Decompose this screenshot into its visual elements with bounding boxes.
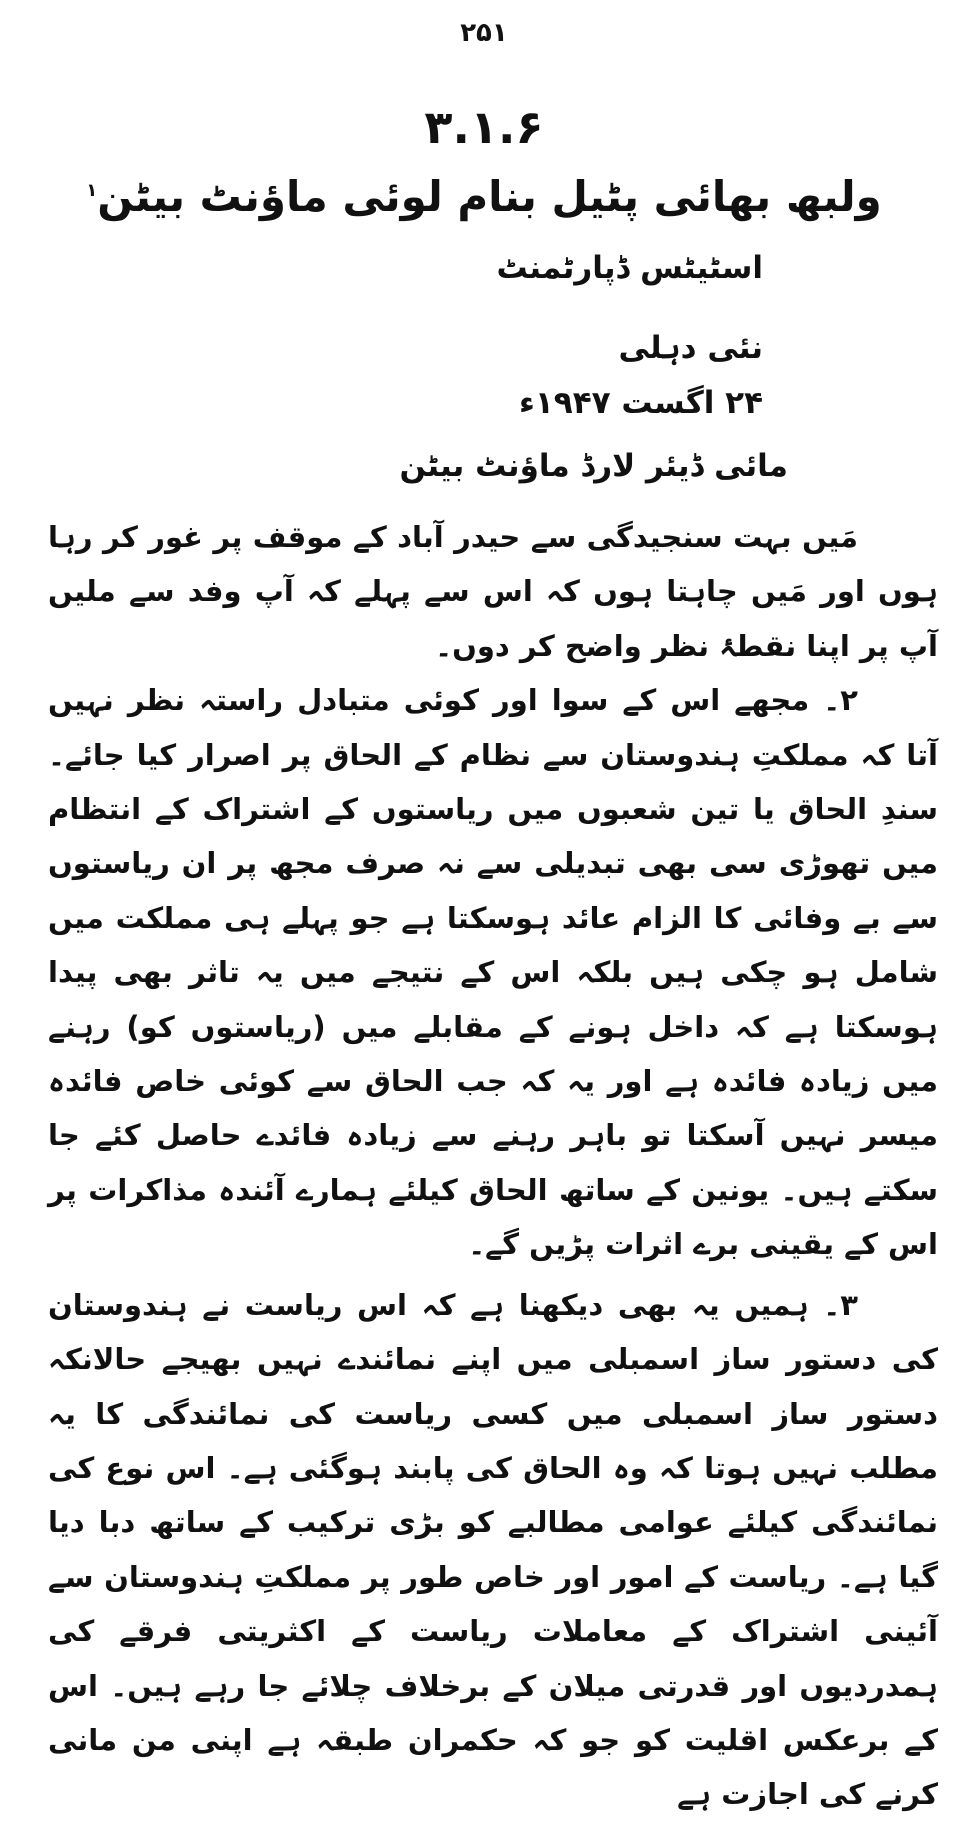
letter-department: اسٹیٹس ڈپارٹمنٹ — [496, 250, 763, 286]
letter-date: ۲۴ اگست ۱۹۴۷ء — [519, 385, 763, 421]
letter-city: نئی دہلی — [618, 330, 763, 366]
paragraph-1: مَیں بہت سنجیدگی سے حیدر آباد کے موقف پر غور کر رہا ہوں اور مَیں چاہتا ہوں کہ اس سے پہلے کہ آپ وفد سے ملیں آپ پر اپنا نقطۂ نظر واضح کر دوں۔ — [48, 520, 938, 663]
letter-body — [48, 510, 938, 1822]
document-title — [0, 172, 968, 221]
paragraph-3: ۳۔ ہمیں یہ بھی دیکھنا ہے کہ اس ریاست نے ہندوستان کی دستور ساز اسمبلی میں اپنے نمائندے نہیں بھیجے حالانکہ دستور ساز اسمبلی میں کسی ریاست کی نمائندگی کا یہ مطلب نہیں ہوتا کہ وہ الحاق کی پابند ہوگئی ہے۔ اس نوع کی نمائندگی کیلئے عوامی مطالبے کو بڑی ترکیب کے ساتھ دبا دیا گیا ہے۔ ریاست کے امور اور خاص طور پر مملکتِ ہندوستان سے آئینی اشتراک کے معاملات ریاست کے اکثریتی فرقے کی ہمدردیوں اور قدرتی میلان کے برخلاف چلائے جا رہے ہیں۔ اس کے برعکس اقلیت کو جو کہ حکمران طبقہ ہے اپنی من مانی کرنے کی اجازت ہے — [48, 1287, 938, 1812]
letter-salutation: مائی ڈیئر لارڈ ماؤنٹ بیٹن — [399, 448, 788, 484]
document-title-text: ولبھ بھائی پٹیل بنام لوئی ماؤنٹ بیٹن — [97, 172, 882, 221]
footnote-marker: ۱ — [86, 180, 98, 201]
page-number: ۲۵۱ — [460, 18, 508, 48]
document-number: ۳.۱.۶ — [424, 100, 544, 154]
paragraph-2: ۲۔ مجھے اس کے سوا اور کوئی متبادل راستہ نظر نہیں آتا کہ مملکتِ ہندوستان سے نظام کے الحاق پر اصرار کیا جائے۔ سندِ الحاق یا تین شعبوں میں ریاستوں کے اشتراک کے انتظام میں تھوڑی سی بھی تبدیلی سے نہ صرف مجھ پر ان ریاستوں سے بے وفائی کا الزام عائد ہوسکتا ہے جو پہلے ہی مملکت میں شامل ہو چکی ہیں بلکہ اس کے نتیجے میں یہ تاثر بھی پیدا ہوسکتا ہے کہ داخل ہونے کے مقابلے میں (ریاستوں کو) رہنے میں زیادہ فائدہ ہے اور یہ کہ جب الحاق سے کوئی خاص فائدہ میسر نہیں آسکتا تو باہر رہنے سے زیادہ فائدے حاصل کئے جا سکتے ہیں۔ یونین کے ساتھ الحاق کیلئے ہمارے آئندہ مذاکرات پر اس کے یقینی برے اثرات پڑیں گے۔ — [48, 683, 938, 1262]
